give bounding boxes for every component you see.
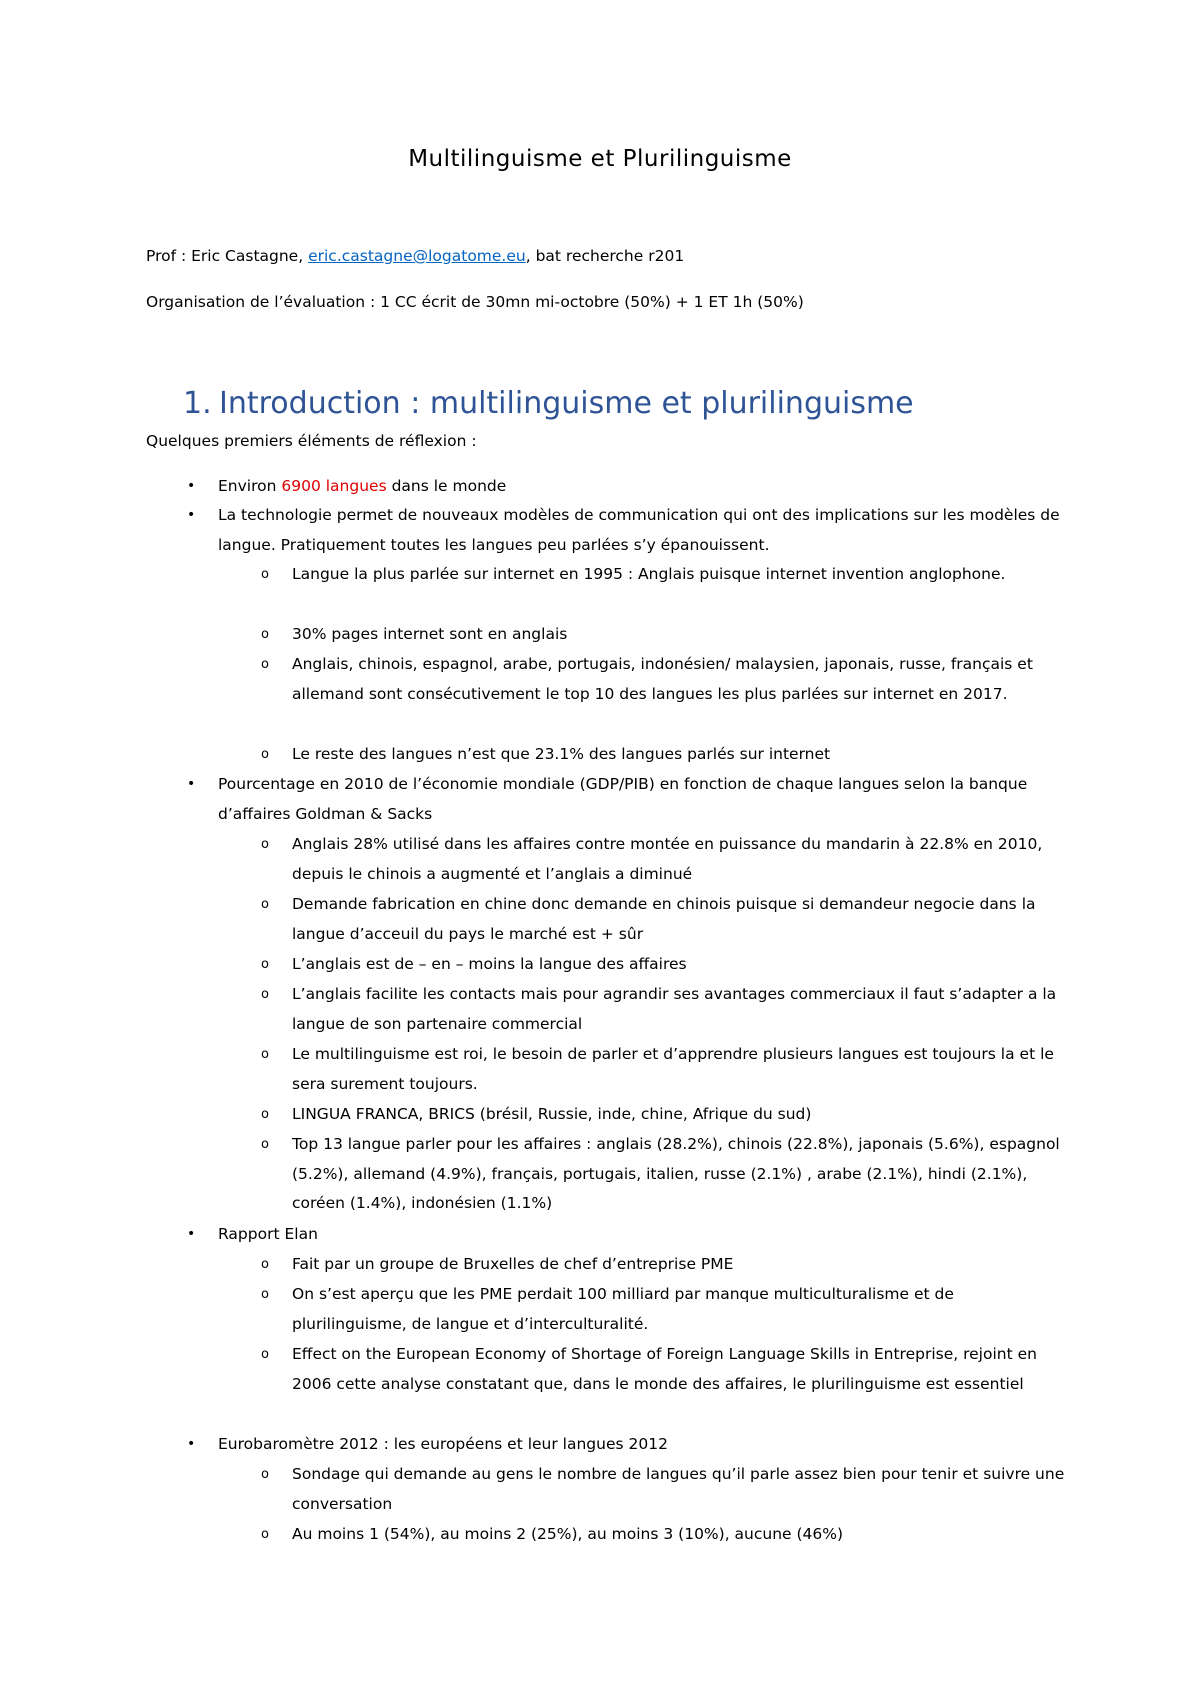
highlighted-text: 6900 langues	[281, 477, 387, 495]
bullet-marker: •	[187, 1436, 196, 1452]
sub-bullet-marker: o	[261, 897, 269, 912]
sub-list-item: Le multilinguisme est roi, le besoin de parler et d’apprendre plusieurs langues est toujours la et le sera surement toujours.	[292, 1045, 1054, 1093]
bullet-marker: •	[187, 1226, 196, 1242]
sub-list-item: 30% pages internet sont en anglais	[292, 625, 568, 643]
list-item: La technologie permet de nouveaux modèles de communication qui ont des implications sur les modèles de langue. Pratiquement toutes les langues peu parlées s’y épanouissent.	[218, 506, 1060, 554]
prof-line	[146, 246, 684, 266]
sub-bullet-marker: o	[261, 657, 269, 672]
document-title: Multilinguisme et Plurilinguisme	[408, 146, 792, 172]
section-intro: Quelques premiers éléments de réflexion :	[146, 432, 477, 450]
sub-list-item: L’anglais est de – en – moins la langue des affaires	[292, 955, 687, 973]
sub-list-item: Anglais 28% utilisé dans les affaires contre montée en puissance du mandarin à 22.8% en 2010, depuis le chinois a augmenté et l’anglais a diminué	[292, 835, 1043, 883]
sub-list-item: LINGUA FRANCA, BRICS (brésil, Russie, inde, chine, Afrique du sud)	[292, 1105, 812, 1123]
sub-bullet-marker: o	[261, 1347, 269, 1362]
sub-bullet-marker: o	[261, 1527, 269, 1542]
list-item: Eurobaromètre 2012 : les européens et leur langues 2012	[218, 1435, 668, 1453]
sub-list-item: Top 13 langue parler pour les affaires : anglais (28.2%), chinois (22.8%), japonais (5.6%), espagnol (5.2%), allemand (4.9%), français, portugais, italien, russe (2.1%) , arabe (2.1%), hindi (2.1%), coréen (1.4%), indonésien (1.1%)	[292, 1135, 1060, 1212]
list-item: Pourcentage en 2010 de l’économie mondiale (GDP/PIB) en fonction de chaque langues selon la banque d’affaires Goldman & Sacks	[218, 775, 1028, 823]
sub-bullet-marker: o	[261, 1257, 269, 1272]
sub-list-item: On s’est aperçu que les PME perdait 100 milliard par manque multiculturalisme et de plurilinguisme, de langue et d’interculturalité.	[292, 1285, 954, 1333]
sub-bullet-marker: o	[261, 1287, 269, 1302]
sub-bullet-marker: o	[261, 987, 269, 1002]
sub-list-item: Anglais, chinois, espagnol, arabe, portugais, indonésien/ malaysien, japonais, russe, français et allemand sont consécutivement le top 10 des langues les plus parlées sur internet en 2017.	[292, 655, 1033, 703]
sub-list-item: Au moins 1 (54%), au moins 2 (25%), au moins 3 (10%), aucune (46%)	[292, 1525, 844, 1543]
evaluation-line: Organisation de l’évaluation : 1 CC écrit de 30mn mi-octobre (50%) + 1 ET 1h (50%)	[146, 293, 804, 311]
sub-bullet-marker: o	[261, 957, 269, 972]
sub-bullet-marker: o	[261, 837, 269, 852]
sub-list-item: Effect on the European Economy of Shortage of Foreign Language Skills in Entreprise, rejoint en 2006 cette analyse constatant que, dans le monde des affaires, le plurilinguisme est essentiel	[292, 1345, 1037, 1393]
bullet-marker: •	[187, 776, 196, 792]
sub-bullet-marker: o	[261, 1047, 269, 1062]
section-number: 1.	[183, 386, 212, 421]
sub-list-item: L’anglais facilite les contacts mais pour agrandir ses avantages commerciaux il faut s’adapter a la langue de son partenaire commercial	[292, 985, 1057, 1033]
list-item: Environ 6900 langues dans le monde	[218, 477, 507, 495]
sub-bullet-marker: o	[261, 747, 269, 762]
prof-email-link[interactable]: eric.castagne@logatome.eu	[308, 247, 526, 265]
bullet-marker: •	[187, 507, 196, 523]
sub-list-item: Le reste des langues n’est que 23.1% des langues parlés sur internet	[292, 745, 831, 763]
sub-bullet-marker: o	[261, 1107, 269, 1122]
sub-bullet-marker: o	[261, 1467, 269, 1482]
sub-list-item: Sondage qui demande au gens le nombre de langues qu’il parle assez bien pour tenir et suivre une conversation	[292, 1465, 1065, 1513]
list-item: Rapport Elan	[218, 1225, 318, 1243]
sub-bullet-marker: o	[261, 567, 269, 582]
sub-list-item: Demande fabrication en chine donc demande en chinois puisque si demandeur negocie dans la langue d’acceuil du pays le marché est + sûr	[292, 895, 1036, 943]
prof-suffix: , bat recherche r201	[525, 247, 685, 265]
section-heading-text: Introduction : multilinguisme et plurilinguisme	[219, 386, 914, 421]
sub-list-item: Langue la plus parlée sur internet en 1995 : Anglais puisque internet invention anglophone.	[292, 565, 1006, 583]
sub-list-item: Fait par un groupe de Bruxelles de chef d’entreprise PME	[292, 1255, 734, 1273]
bullet-marker: •	[187, 478, 196, 494]
sub-bullet-marker: o	[261, 1137, 269, 1152]
sub-bullet-marker: o	[261, 627, 269, 642]
prof-prefix: Prof : Eric Castagne,	[146, 247, 309, 265]
